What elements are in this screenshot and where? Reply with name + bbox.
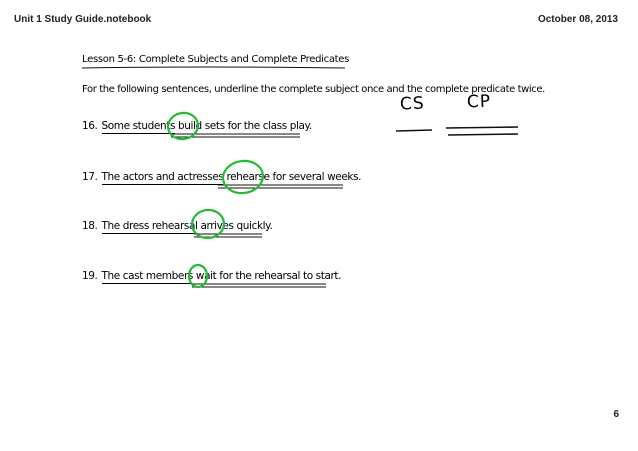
- title-underline: [82, 67, 345, 68]
- complete-subject: The actors and actresses: [101, 171, 224, 183]
- complete-predicate: arrives quickly: [200, 220, 270, 232]
- sentence-end: .: [358, 171, 362, 183]
- complete-predicate: rehearse for several weeks: [226, 171, 359, 183]
- predicate-underline: [218, 185, 343, 188]
- sentence-19: [82, 270, 341, 282]
- page-number: 6: [613, 409, 619, 420]
- sentence-end: .: [338, 270, 342, 282]
- predicate-underline: [171, 134, 300, 137]
- sentence-18: [82, 220, 272, 232]
- predicate-underline: [192, 284, 326, 287]
- sentence-end: .: [269, 220, 273, 232]
- sentence-17: [82, 171, 361, 183]
- complete-subject: The cast members: [101, 270, 193, 282]
- sentence-number: 17.: [82, 171, 98, 183]
- complete-predicate: build sets for the class play: [177, 120, 309, 132]
- complete-predicate: wait for the rehearsal to start: [195, 270, 339, 282]
- worksheet-instructions: For the following sentences, underline the complete subject once and the complete predicate twice.: [82, 84, 545, 95]
- complete-subject: Some students: [101, 120, 176, 132]
- notebook-title: Unit 1 Study Guide.notebook: [14, 14, 152, 25]
- sentence-number: 18.: [82, 220, 98, 232]
- page-date: October 08, 2013: [537, 14, 618, 25]
- key-cp-line-2: [448, 134, 518, 135]
- handwritten-cs-label: CS: [399, 93, 426, 115]
- complete-subject: The dress rehearsal: [101, 220, 198, 232]
- sentence-end: .: [308, 120, 312, 132]
- sentence-number: 19.: [82, 270, 98, 282]
- predicate-underline: [194, 234, 262, 237]
- sentence-number: 16.: [82, 120, 98, 132]
- key-cp-line-1: [446, 127, 518, 128]
- key-cs-line: [396, 130, 432, 131]
- sentence-16: [82, 120, 312, 132]
- handwritten-cp-label: CP: [466, 91, 492, 113]
- worksheet-title: Lesson 5-6: Complete Subjects and Complete Predicates: [82, 54, 350, 65]
